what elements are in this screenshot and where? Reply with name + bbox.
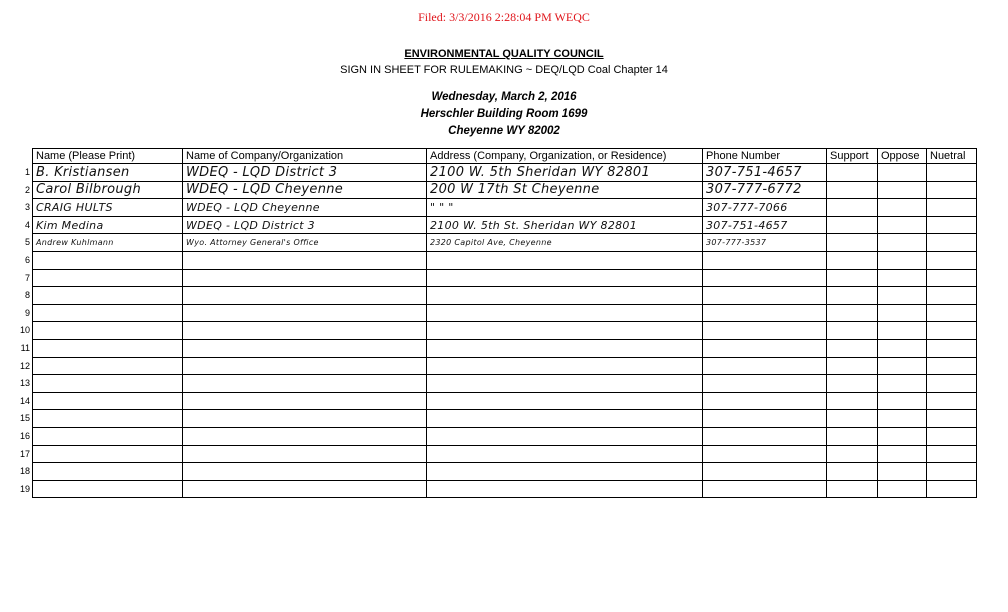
cell-support (827, 251, 878, 269)
cell-oppose (878, 181, 927, 199)
cell-neutral (927, 181, 977, 199)
cell-oppose (878, 427, 927, 445)
table-row (33, 322, 977, 340)
cell-neutral (927, 234, 977, 252)
row-number: 10 (19, 325, 30, 336)
table-row (33, 339, 977, 357)
cell-oppose (878, 216, 927, 234)
cell-oppose (878, 269, 927, 287)
cell-org (183, 269, 427, 287)
row-number: 17 (19, 448, 30, 459)
cell-oppose (878, 251, 927, 269)
cell-phone (703, 375, 827, 393)
cell-oppose (878, 445, 927, 463)
cell-address (427, 463, 703, 481)
cell-address (427, 410, 703, 428)
cell-org (183, 410, 427, 428)
cell-phone (703, 410, 827, 428)
meeting-city: Cheyenne WY 82002 (448, 125, 560, 137)
row-number: 9 (24, 307, 30, 318)
cell-neutral (927, 164, 977, 182)
cell-neutral (927, 287, 977, 305)
cell-name (33, 269, 183, 287)
row-number: 2 (24, 184, 30, 195)
table-row (33, 181, 977, 199)
cell-name: Andrew Kuhlmann (33, 234, 183, 252)
cell-name: Carol Bilbrough (33, 181, 183, 199)
cell-neutral (927, 199, 977, 217)
cell-phone (703, 287, 827, 305)
cell-phone: 307-751-4657 (703, 164, 827, 182)
cell-support (827, 427, 878, 445)
cell-neutral (927, 357, 977, 375)
cell-name: B. Kristiansen (33, 164, 183, 182)
cell-org (183, 251, 427, 269)
table-row (33, 357, 977, 375)
col-name-header: Name (Please Print) (33, 149, 183, 164)
table-row (33, 375, 977, 393)
col-neutral-header: Nuetral (927, 149, 977, 164)
cell-phone: 307-777-6772 (703, 181, 827, 199)
cell-support (827, 480, 878, 498)
row-number: 5 (24, 237, 30, 248)
cell-neutral (927, 322, 977, 340)
table-row (33, 427, 977, 445)
cell-neutral (927, 375, 977, 393)
table-row (33, 463, 977, 481)
cell-phone (703, 480, 827, 498)
cell-oppose (878, 164, 927, 182)
cell-oppose (878, 410, 927, 428)
cell-address: 2320 Capitol Ave, Cheyenne (427, 234, 703, 252)
cell-org (183, 480, 427, 498)
cell-address (427, 287, 703, 305)
cell-address: 2100 W. 5th St. Sheridan WY 82801 (427, 216, 703, 234)
cell-org: WDEQ - LQD Cheyenne (183, 181, 427, 199)
cell-oppose (878, 234, 927, 252)
cell-support (827, 392, 878, 410)
row-number: 7 (24, 272, 30, 283)
meeting-date: Wednesday, March 2, 2016 (431, 91, 577, 103)
row-number: 14 (19, 395, 30, 406)
cell-org: WDEQ - LQD Cheyenne (183, 199, 427, 217)
table-row (33, 480, 977, 498)
table-row (33, 251, 977, 269)
cell-neutral (927, 427, 977, 445)
cell-address (427, 322, 703, 340)
cell-oppose (878, 287, 927, 305)
table-row (33, 164, 977, 182)
cell-support (827, 410, 878, 428)
cell-phone (703, 251, 827, 269)
col-support-header: Support (827, 149, 878, 164)
cell-address (427, 304, 703, 322)
row-number-column (14, 164, 30, 498)
cell-name (33, 445, 183, 463)
cell-org: WDEQ - LQD District 3 (183, 216, 427, 234)
cell-phone (703, 357, 827, 375)
table-row (33, 234, 977, 252)
row-number: 15 (19, 413, 30, 424)
cell-support (827, 199, 878, 217)
cell-name (33, 339, 183, 357)
cell-neutral (927, 269, 977, 287)
cell-address (427, 445, 703, 463)
cell-org (183, 392, 427, 410)
cell-name (33, 357, 183, 375)
cell-phone (703, 269, 827, 287)
cell-org: Wyo. Attorney General's Office (183, 234, 427, 252)
row-number: 18 (19, 466, 30, 477)
cell-oppose (878, 375, 927, 393)
cell-org (183, 427, 427, 445)
cell-oppose (878, 480, 927, 498)
cell-neutral (927, 463, 977, 481)
cell-address: 2100 W. 5th Sheridan WY 82801 (427, 164, 703, 182)
cell-phone (703, 427, 827, 445)
cell-phone: 307-751-4657 (703, 216, 827, 234)
cell-name: Kim Medina (33, 216, 183, 234)
sign-in-table (32, 148, 977, 498)
cell-address (427, 427, 703, 445)
cell-oppose (878, 339, 927, 357)
cell-support (827, 322, 878, 340)
cell-support (827, 287, 878, 305)
table-row (33, 445, 977, 463)
cell-oppose (878, 304, 927, 322)
cell-org (183, 339, 427, 357)
cell-address (427, 251, 703, 269)
cell-name (33, 410, 183, 428)
cell-support (827, 445, 878, 463)
col-org-header: Name of Company/Organization (183, 149, 427, 164)
cell-name (33, 251, 183, 269)
cell-address (427, 375, 703, 393)
cell-org (183, 322, 427, 340)
cell-oppose (878, 392, 927, 410)
table-row (33, 269, 977, 287)
cell-neutral (927, 216, 977, 234)
col-phone-header: Phone Number (703, 149, 827, 164)
cell-support (827, 234, 878, 252)
cell-neutral (927, 392, 977, 410)
cell-support (827, 357, 878, 375)
cell-name (33, 304, 183, 322)
cell-phone (703, 463, 827, 481)
cell-support (827, 339, 878, 357)
table-row (33, 287, 977, 305)
row-number: 19 (19, 483, 30, 494)
row-number: 16 (19, 430, 30, 441)
cell-address (427, 392, 703, 410)
cell-phone (703, 304, 827, 322)
row-number: 11 (20, 342, 30, 353)
col-oppose-header: Oppose (878, 149, 927, 164)
cell-address (427, 339, 703, 357)
cell-neutral (927, 480, 977, 498)
cell-neutral (927, 445, 977, 463)
row-number: 1 (24, 167, 30, 177)
cell-neutral (927, 339, 977, 357)
row-number: 13 (19, 378, 30, 389)
cell-support (827, 216, 878, 234)
document-title: ENVIRONMENTAL QUALITY COUNCIL (404, 48, 604, 60)
cell-org (183, 445, 427, 463)
cell-name (33, 480, 183, 498)
cell-address: 200 W 17th St Cheyenne (427, 181, 703, 199)
cell-support (827, 304, 878, 322)
cell-phone (703, 392, 827, 410)
cell-name (33, 427, 183, 445)
row-number: 6 (24, 254, 30, 265)
cell-phone: 307-777-7066 (703, 199, 827, 217)
row-number: 3 (24, 202, 30, 213)
cell-name (33, 375, 183, 393)
cell-org (183, 357, 427, 375)
cell-name (33, 287, 183, 305)
meeting-location: Herschler Building Room 1699 (420, 108, 588, 120)
cell-address: " " " (427, 199, 703, 217)
cell-phone (703, 445, 827, 463)
row-number: 12 (19, 360, 30, 371)
table-header-row (33, 149, 977, 164)
table-row (33, 304, 977, 322)
cell-org (183, 287, 427, 305)
cell-org (183, 304, 427, 322)
cell-phone (703, 339, 827, 357)
cell-name (33, 392, 183, 410)
cell-support (827, 181, 878, 199)
cell-neutral (927, 304, 977, 322)
cell-oppose (878, 199, 927, 217)
document-subtitle: SIGN IN SHEET FOR RULEMAKING ~ DEQ/LQD Coal Chapter 14 (340, 64, 668, 76)
filed-stamp: Filed: 3/3/2016 2:28:04 PM WEQC (418, 10, 590, 24)
table-row (33, 199, 977, 217)
cell-name (33, 463, 183, 481)
cell-oppose (878, 357, 927, 375)
table-row (33, 216, 977, 234)
table-row (33, 392, 977, 410)
cell-address (427, 480, 703, 498)
cell-name (33, 322, 183, 340)
cell-org (183, 375, 427, 393)
col-address-header: Address (Company, Organization, or Residence) (427, 149, 703, 164)
cell-support (827, 164, 878, 182)
cell-address (427, 357, 703, 375)
cell-address (427, 269, 703, 287)
cell-neutral (927, 251, 977, 269)
row-number: 4 (24, 219, 30, 230)
table-row (33, 410, 977, 428)
cell-org (183, 463, 427, 481)
cell-phone: 307-777-3537 (703, 234, 827, 252)
cell-org: WDEQ - LQD District 3 (183, 164, 427, 182)
cell-support (827, 375, 878, 393)
cell-support (827, 463, 878, 481)
cell-phone (703, 322, 827, 340)
cell-oppose (878, 322, 927, 340)
row-number: 8 (24, 290, 30, 301)
cell-oppose (878, 463, 927, 481)
cell-name: CRAIG HULTS (33, 199, 183, 217)
cell-neutral (927, 410, 977, 428)
cell-support (827, 269, 878, 287)
